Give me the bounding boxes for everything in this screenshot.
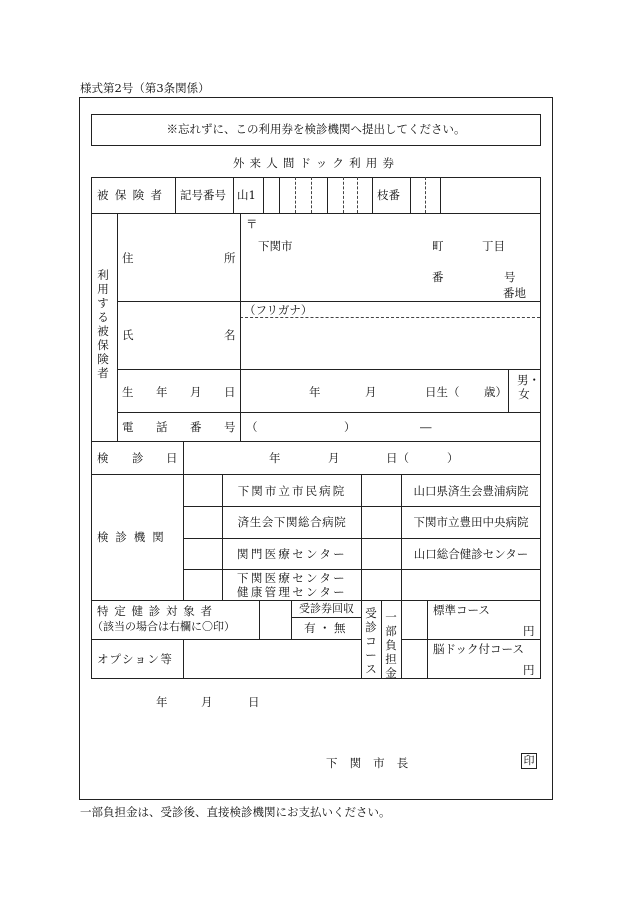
symbol-label: 記号番号 — [180, 188, 226, 202]
dob-label-4: 日 — [224, 385, 236, 399]
exam-month: 月 — [328, 451, 340, 465]
collect-value: 有・無 — [304, 621, 349, 635]
course-standard-yen: 円 — [523, 624, 535, 638]
col-line — [183, 474, 184, 600]
address-town: 町 — [432, 239, 444, 253]
col-line — [381, 600, 382, 678]
col-line — [183, 441, 184, 474]
col-line — [327, 177, 328, 213]
phone-open: （ — [246, 420, 258, 434]
exam-date-label-1: 検 — [97, 451, 109, 465]
row-line — [117, 412, 541, 413]
institution-left-4-sub: 健康管理センター — [237, 585, 347, 599]
col-line — [372, 177, 373, 213]
specific-line2: （該当の場合は右欄に〇印） — [92, 620, 235, 633]
collect-label: 受診券回収 — [299, 602, 354, 615]
option-label: オプション等 — [97, 652, 174, 666]
course-label: 受診コース — [365, 606, 377, 676]
row-line — [91, 678, 541, 679]
table-border-left — [91, 177, 92, 678]
phone-label-3: 番 — [190, 420, 202, 434]
col-dashed-line — [343, 177, 344, 213]
gender-choice: 男・女 — [517, 373, 540, 401]
col-line — [410, 177, 411, 213]
insured-label: 被保険者 — [97, 188, 169, 202]
row-line — [91, 177, 541, 178]
col-line — [361, 474, 362, 600]
dob-day: 日生（ — [425, 385, 460, 399]
row-line — [291, 617, 361, 618]
address-city: 下関市 — [258, 239, 293, 253]
row-line — [91, 213, 541, 214]
col-dashed-line — [357, 177, 358, 213]
name-label-right: 名 — [224, 328, 236, 342]
row-line — [91, 600, 541, 601]
notice-text: ※忘れずに、この利用券を検診機関へ提出してください。 — [166, 122, 466, 136]
exam-day: 日（ — [386, 451, 409, 465]
col-line — [183, 639, 184, 678]
address-label-left: 住 — [122, 251, 134, 265]
row-line — [91, 639, 361, 640]
address-chome: 丁目 — [482, 239, 505, 253]
furigana-label: （フリガナ） — [244, 303, 313, 317]
form-frame — [79, 97, 553, 800]
specific-line1: 特定健診対象者 — [97, 604, 218, 618]
issue-day: 日 — [248, 695, 260, 709]
phone-label-2: 話 — [156, 420, 168, 434]
address-label-right: 所 — [224, 251, 236, 265]
phone-label-4: 号 — [224, 420, 236, 434]
col-line — [175, 177, 176, 213]
issue-year: 年 — [156, 695, 168, 709]
seal-mark: 印 — [521, 753, 537, 769]
row-line — [91, 474, 541, 475]
course-standard: 標準コース — [433, 603, 490, 617]
course-brain: 脳ドック付コース — [433, 642, 524, 656]
col-line — [279, 177, 280, 213]
row-line — [117, 301, 541, 302]
copay-label: 一部負担金 — [385, 610, 397, 680]
institution-right-1: 山口県済生会豊浦病院 — [413, 484, 529, 498]
col-line — [263, 177, 264, 213]
col-line — [117, 213, 118, 441]
address-banchi: 番地 — [503, 286, 526, 300]
col-line — [259, 600, 260, 639]
dob-month: 月 — [365, 385, 377, 399]
postal-mark: 〒 — [246, 217, 258, 231]
form-id: 様式第2号（第3条関係） — [80, 81, 210, 95]
address-ban: 番 — [432, 270, 444, 284]
exam-date-label-3: 日 — [166, 451, 178, 465]
symbol-value: 山1 — [237, 188, 256, 202]
col-line — [240, 213, 241, 441]
dob-age: 歳） — [484, 385, 507, 399]
institution-left-3: 関門医療センター — [237, 547, 347, 561]
col-line — [401, 600, 402, 678]
col-dashed-line — [295, 177, 296, 213]
phone-close: ） — [344, 420, 356, 434]
col-line — [427, 600, 428, 678]
user-section-label: 利用する被保険者 — [97, 268, 109, 380]
institution-right-3: 山口総合健診センター — [413, 547, 529, 561]
exam-close: ） — [447, 451, 459, 465]
dob-label-1: 生 — [122, 385, 134, 399]
institution-right-2: 下関市立豊田中央病院 — [413, 515, 529, 529]
row-line — [183, 538, 541, 539]
row-line — [91, 441, 541, 442]
institution-left-4: 下関医療センター — [237, 571, 347, 585]
col-line — [233, 177, 234, 213]
phone-dash: ― — [420, 420, 432, 434]
name-label-left: 氏 — [122, 328, 134, 342]
dob-label-2: 年 — [156, 385, 168, 399]
dob-year: 年 — [309, 385, 321, 399]
col-dashed-line — [425, 177, 426, 213]
institution-left-1: 下関市立市民病院 — [237, 484, 347, 498]
col-line — [361, 600, 362, 678]
row-line — [117, 369, 541, 370]
table-border-right — [540, 177, 541, 678]
address-go: 号 — [504, 270, 516, 284]
exam-year: 年 — [269, 451, 281, 465]
col-dashed-line — [311, 177, 312, 213]
exam-date-label-2: 診 — [132, 451, 144, 465]
form-title: 外来人間ドック利用券 — [232, 156, 400, 170]
col-line — [440, 177, 441, 213]
institutions-label: 検診機関 — [97, 530, 171, 544]
furigana-dashed-line — [240, 317, 540, 318]
branch-label: 枝番 — [377, 188, 400, 202]
col-line — [508, 369, 509, 412]
issue-month: 月 — [201, 695, 213, 709]
footer-note: 一部負担金は、受診後、直接検診機関にお支払いください。 — [80, 805, 391, 819]
mayor-label: 下関市長 — [326, 756, 421, 770]
row-line — [183, 569, 541, 570]
course-brain-yen: 円 — [523, 663, 535, 677]
institution-left-2: 済生会下関総合病院 — [237, 515, 347, 529]
row-line — [401, 639, 541, 640]
row-line — [183, 506, 541, 507]
dob-label-3: 月 — [190, 385, 202, 399]
phone-label-1: 電 — [122, 420, 134, 434]
